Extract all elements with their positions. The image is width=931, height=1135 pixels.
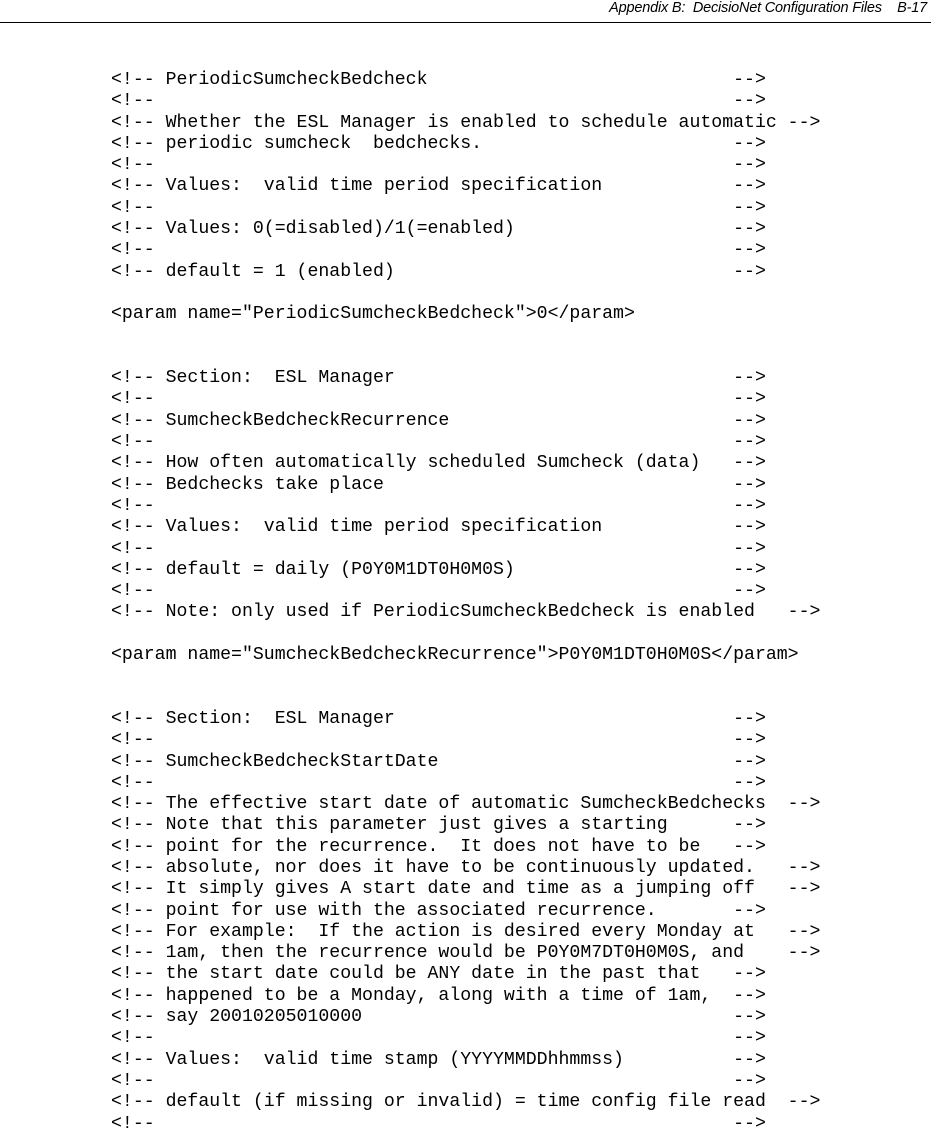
code-line: <!-- Whether the ESL Manager is enabled to schedule automatic --> [111,112,821,133]
blank-line [111,624,911,645]
code-line: <!-- Bedchecks take place --> [111,474,766,495]
code-line: <!-- --> [111,91,766,112]
code-line: <!-- It simply gives A start date and time as a jumping off --> [111,879,821,900]
code-line: <!-- --> [111,538,766,559]
code-line: <!-- periodic sumcheck bedchecks. --> [111,133,766,154]
code-line: <!-- Note that this parameter just gives a starting --> [111,815,766,836]
code-line: <!-- Values: valid time period specification --> [111,176,766,197]
page-header [0,0,931,23]
code-line: <!-- --> [111,581,766,602]
code-line: <!-- 1am, then the recurrence would be P0Y0M7DT0H0M0S, and --> [111,943,821,964]
blank-line [111,326,911,347]
code-line: <!-- --> [111,1070,766,1091]
code-line: <!-- Section: ESL Manager --> [111,708,766,729]
code-line: <!-- default = 1 (enabled) --> [111,261,766,282]
code-line: <!-- --> [111,389,766,410]
code-line: <param name="PeriodicSumcheckBedcheck">0</param> [111,304,635,325]
code-line: <!-- default = daily (P0Y0M1DT0H0M0S) --> [111,559,766,580]
config-code-block [111,70,911,1135]
code-line: <!-- absolute, nor does it have to be continuously updated. --> [111,857,821,878]
code-line: <!-- --> [111,155,766,176]
code-line: <!-- SumcheckBedcheckRecurrence --> [111,410,766,431]
code-line: <!-- Values: 0(=disabled)/1(=enabled) --> [111,219,766,240]
code-line: <!-- default (if missing or invalid) = time config file read --> [111,1092,821,1113]
code-line: <!-- --> [111,1028,766,1049]
code-line: <!-- The effective start date of automatic SumcheckBedchecks --> [111,794,821,815]
code-line: <!-- --> [111,240,766,261]
blank-line [111,688,911,709]
code-line: <!-- say 20010205010000 --> [111,1007,766,1028]
code-line: <!-- --> [111,730,766,751]
code-line: <param name="SumcheckBedcheckRecurrence">P0Y0M1DT0H0M0S</param> [111,645,799,666]
code-line: <!-- PeriodicSumcheckBedcheck --> [111,70,766,90]
code-line: <!-- For example: If the action is desired every Monday at --> [111,921,821,942]
blank-line [111,666,911,687]
header-title: Appendix B: DecisioNet Configuration Files B-17 [609,0,927,16]
code-line: <!-- SumcheckBedcheckStartDate --> [111,751,766,772]
blank-line [111,347,911,368]
code-line: <!-- --> [111,772,766,793]
code-line: <!-- How often automatically scheduled Sumcheck (data) --> [111,453,766,474]
code-line: <!-- Note: only used if PeriodicSumcheckBedcheck is enabled --> [111,602,821,623]
code-line: <!-- point for the recurrence. It does not have to be --> [111,836,766,857]
code-line: <!-- happened to be a Monday, along with a time of 1am, --> [111,985,766,1006]
code-line: <!-- --> [111,1113,766,1134]
code-line: <!-- Values: valid time period specification --> [111,517,766,538]
blank-line [111,283,911,304]
code-line: <!-- --> [111,432,766,453]
code-line: <!-- Values: valid time stamp (YYYYMMDDhhmmss) --> [111,1049,766,1070]
code-line: <!-- Section: ESL Manager --> [111,368,766,389]
code-line: <!-- point for use with the associated recurrence. --> [111,900,766,921]
code-line: <!-- --> [111,495,766,516]
code-line: <!-- the start date could be ANY date in the past that --> [111,964,766,985]
code-line: <!-- --> [111,197,766,218]
